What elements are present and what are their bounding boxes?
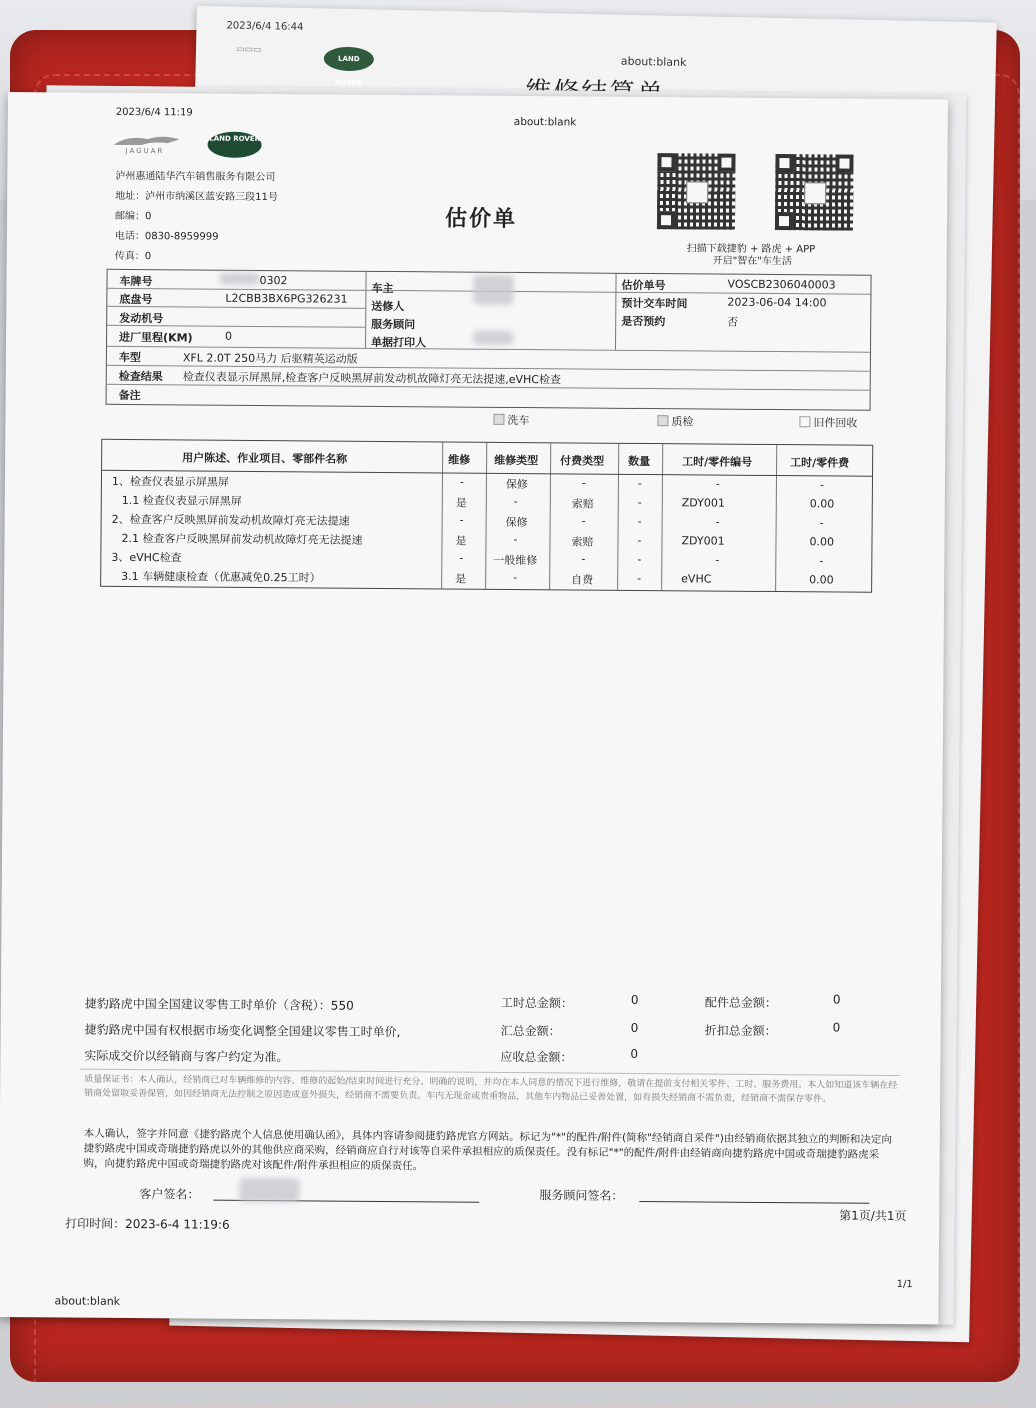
table-row-6-type: - [513,570,518,585]
warranty-fine-print: 质量保证书：本人确认，经销商已对车辆维修的内容、维修的起始/结束时间进行充分、明确的说明，并均在本人同意的情况下进行维修，敬请在提前支付相关零件、工时、服务费用。本人如知道该车辆在经销商处留取妥善保管，如因经销商无法控制之原因造成意外损失，经销商不需要负责。车内无现金或贵重物品，其他车内物品已妥善处置，如有损失经销商不需负责，经销商不需保存零件。 [84,1074,898,1105]
plate-label: 车牌号 [119,274,153,289]
labor-rate-line: 捷豹路虎中国全国建议零售工时单价（含税）：550 [84,996,354,1013]
about-blank-bottom: about:blank [54,1294,121,1308]
col-header-pay-type: 付费类型 [560,454,605,468]
vin-label: 底盘号 [119,292,153,307]
printer-label: 单据打印人 [370,335,427,350]
parts-total-value: 0 [832,992,841,1007]
page-number: 第1页/共1页 [839,1208,907,1224]
table-row-6-desc: 3.1 车辆健康检查（优惠减免0.25工时） [121,569,321,585]
table-row-6-repair: 是 [455,572,467,586]
wash-checkbox [493,414,504,425]
table-row-2-code: ZDY001 [681,496,725,510]
back-sheet-about: about:blank [620,54,687,70]
table-row-3-type: 保修 [505,515,528,530]
jaguar-logo-text: JAGUAR [125,146,165,156]
table-row-1-qty: - [637,476,642,490]
check-value: 检查仪表显示屏黑屏,检查客户反映黑屏前发动机故障灯亮无法提速,eVHC检查 [182,370,562,387]
table-row-5-repair: - [459,551,464,565]
signature-redaction [239,1178,299,1202]
discount-value: 0 [832,1020,841,1035]
remark-label: 备注 [118,388,141,403]
receivable-value: 0 [630,1046,639,1061]
model-value: XFL 2.0T 250马力 后驱精英运动版 [182,351,358,366]
table-row-1-desc: 1、检查仪表显示屏黑屏 [111,474,229,489]
vehicle-info-box [106,269,872,411]
mileage-value: 0 [225,329,233,343]
items-table [100,439,873,593]
mileage-label: 进厂里程(KM) [119,330,193,345]
table-row-1-pay: - [581,476,586,490]
document-title: 估价单 [444,206,518,233]
company-name: 泸州惠通陆华汽车销售服务有限公司 [115,170,276,184]
table-row-4-repair: 是 [455,534,467,548]
table-row-4-type: - [513,532,518,547]
table-row-6-code: eVHC [681,572,712,586]
table-row-4-fee: 0.00 [809,535,835,549]
col-header-fee: 工时/零件费 [790,456,850,470]
table-row-2-desc: 1.1 检查仪表显示屏黑屏 [121,493,242,508]
delivery-label: 预计交车时间 [621,296,688,311]
check-label: 检查结果 [118,369,163,384]
qr-code-right [775,154,854,231]
back-jaguar-logo: ▭▭▭ [235,44,262,56]
table-row-3-desc: 2、检查客户反映黑屏前发动机故障灯亮无法提速 [111,512,350,528]
vin-value: L2CBB3BX6PG326231 [225,291,348,306]
old-parts-checkbox [799,416,810,427]
plate-redaction [219,273,259,285]
plate-value: 0302 [259,273,288,288]
table-row-2-repair: 是 [455,496,467,510]
printer-redaction [473,331,513,345]
reserve-label: 是否预约 [621,314,666,329]
qc-checkbox [657,415,668,426]
table-row-4-qty: - [637,533,642,547]
table-row-6-fee: 0.00 [809,573,834,587]
col-header-repair: 维修 [448,453,471,467]
table-row-2-qty: - [637,495,642,509]
estimate-document [0,92,948,1324]
page-short: 1/1 [896,1279,913,1291]
table-row-1-fee: - [819,478,824,492]
landrover-logo: LAND ROVER [207,132,261,158]
qc-label: 质检 [671,415,694,429]
labor-total-value: 0 [630,992,639,1007]
table-row-5-fee: - [819,554,824,568]
sender-label: 送修人 [371,299,405,314]
table-row-4-desc: 2.1 检查客户反映黑屏前发动机故障灯亮无法提速 [121,531,363,547]
table-row-3-fee: - [819,516,824,530]
qr-caption-2: 开启"智在"车生活 [712,255,792,268]
labor-total-label: 工时总金额： [500,995,573,1011]
back-landrover-logo: LAND ROVER [324,46,374,71]
parts-total-label: 配件总金额： [704,995,777,1011]
table-row-4-code: ZDY001 [681,534,725,548]
owner-redaction [473,275,513,305]
wash-label: 洗车 [507,413,530,428]
delivery-value: 2023-06-04 14:00 [727,295,827,310]
landrover-qr-logo-icon [804,182,826,204]
about-blank-top: about:blank [513,115,577,129]
advisor-label: 服务顾问 [371,317,416,332]
print-timestamp: 2023/6/4 11:19 [115,106,193,119]
sum-label: 汇总金额： [500,1023,561,1039]
old-parts-label: 旧件回收 [813,416,858,430]
table-row-5-desc: 3、eVHC检查 [111,550,182,565]
table-row-2-pay: 索赔 [571,497,594,511]
col-header-qty: 数量 [628,454,651,469]
company-address: 地址：泸州市纳溪区蓝安路三段11号 [115,190,278,204]
table-row-6-pay: 自费 [571,573,594,587]
advisor-sign-label: 服务顾问签名： [539,1188,624,1203]
company-phone: 电话：0830-8959999 [114,230,219,243]
table-row-1-repair: - [459,475,464,489]
col-header-repair-type: 维修类型 [494,453,539,468]
table-row-5-qty: - [637,552,642,566]
table-row-5-type: 一般维修 [493,553,538,568]
owner-label: 车主 [371,281,394,296]
labor-rate-note-2: 实际成交价以经销商与客户约定为准。 [84,1048,289,1065]
back-sheet-date: 2023/6/4 16:44 [226,20,304,34]
table-row-2-fee: 0.00 [809,497,835,511]
reserve-value: 否 [727,315,739,329]
table-row-3-repair: - [459,513,464,527]
table-row-3-pay: - [581,514,586,528]
qr-caption-1: 扫描下载捷豹 + 路虎 + APP [686,243,816,256]
table-row-5-code: - [715,553,720,567]
qr-code-left [657,153,736,230]
advisor-sign-line [639,1201,869,1204]
customer-sign-label: 客户签名： [139,1187,200,1202]
sum-value: 0 [630,1020,639,1035]
table-row-3-code: - [715,515,720,529]
table-row-6-qty: - [637,571,642,585]
table-row-2-type: - [513,494,518,509]
quote-no-label: 估价单号 [621,278,666,293]
col-header-code: 工时/零件编号 [682,455,753,469]
receivable-label: 应收总金额： [500,1049,573,1065]
model-label: 车型 [118,350,141,365]
table-row-3-qty: - [637,514,642,528]
company-postcode: 邮编：0 [114,210,152,223]
col-header-desc: 用户陈述、作业项目、零部件名称 [182,451,348,466]
discount-label: 折扣总金额： [704,1023,777,1039]
company-fax: 传真：0 [114,250,152,263]
engine-label: 发动机号 [119,311,164,326]
table-row-4-pay: 索赔 [571,535,594,549]
jaguar-logo [108,131,188,154]
jaguar-qr-logo-icon [686,181,708,203]
print-time: 打印时间：2023-6-4 11:19:6 [65,1216,230,1232]
table-row-1-code: - [715,477,720,491]
confirmation-text: 本人确认，签字并同意《捷豹路虎个人信息使用确认函》，具体内容请参阅捷豹路虎官方网站。标记为"*"的配件/附件(简称"经销商自采件")由经销商依据其独立的判断和决定向捷豹路虎中国或奇瑞捷豹路虎以外的其他供应商采购，经销商应自行对该等自采件承担相应的质保责任。没有标记"*"的配件/附件由经销商向捷豹路虎中国或奇瑞捷豹路虎采购，向捷豹路虎中国或奇瑞捷豹路虎对该配件/附件承担相应的质保责任。 [83,1127,892,1173]
table-row-1-type: 保修 [505,477,528,492]
labor-rate-note-1: 捷豹路虎中国有权根据市场变化调整全国建议零售工时单价, [84,1022,401,1040]
table-row-5-pay: - [581,552,586,566]
quote-no-value: VOSCB2306040003 [727,277,836,292]
